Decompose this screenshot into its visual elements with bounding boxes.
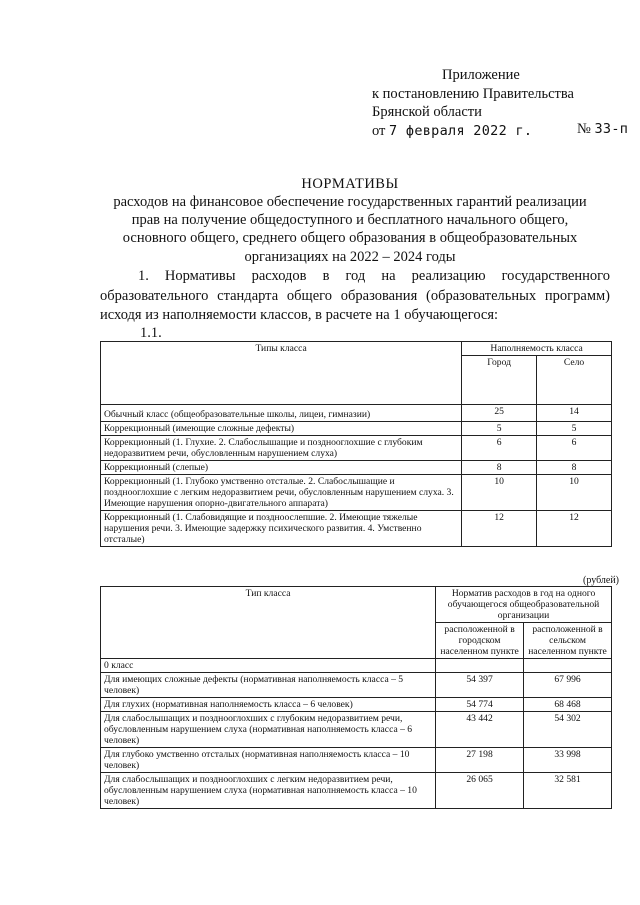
subtitle-line: основного общего, среднего общего образования в общеобразовательных: [122, 230, 578, 247]
city-value: 54 397: [436, 673, 524, 698]
paragraph-text: 1. Нормативы расходов в год на реализацию государственного образовательного стандарта общего образования (образовательных программ) исходя из наполняемости классов, в расчете на 1 обучающегося:: [100, 268, 610, 323]
village-value: 8: [537, 461, 612, 475]
subsection-number: 1.1.: [140, 325, 162, 341]
class-type-cell: Коррекционный (1. Глухие. 2. Слабослышащие и позднооглохшие с глубоким недоразвитием речи, обусловленным нарушением слуха): [101, 436, 462, 461]
appendix-line-2: Брянской области: [372, 104, 482, 120]
appendix-line-1: к постановлению Правительства: [372, 85, 574, 102]
table-row: [101, 461, 612, 475]
city-value: 27 198: [436, 748, 524, 773]
village-value: 68 468: [524, 698, 612, 712]
village-value: 67 996: [524, 673, 612, 698]
header-class-type: Тип класса: [101, 587, 436, 659]
page-title: НОРМАТИВЫ: [301, 176, 399, 192]
date-value: 7 февраля 2022 г.: [389, 122, 533, 139]
village-value: 12: [537, 511, 612, 547]
city-value: 12: [462, 511, 537, 547]
class-type-cell: Коррекционный (1. Слабовидящие и поздноослепшие. 2. Имеющие тяжелые нарушения речи. 3. Имеющие задержку психического развития. 4. Умственно отсталые): [101, 511, 462, 547]
village-value: [524, 659, 612, 673]
village-value: 32 581: [524, 773, 612, 809]
class-type-cell: Коррекционный (1. Глубоко умственно отсталые. 2. Слабослышащие и позднооглохшие с легким недоразвитием речи, обусловленным нарушением слуха. 3. Имеющие нарушения опорно-двигательного аппарата): [101, 475, 462, 511]
table-row: [101, 475, 612, 511]
village-value: 54 302: [524, 712, 612, 748]
table-row: [101, 773, 612, 809]
table-row: [101, 511, 612, 547]
document-number: [577, 120, 628, 139]
table-row: [101, 712, 612, 748]
village-value: 5: [537, 422, 612, 436]
city-value: [436, 659, 524, 673]
appendix-title: Приложение: [442, 67, 520, 83]
city-value: 6: [462, 436, 537, 461]
city-value: 26 065: [436, 773, 524, 809]
header-norm: Норматив расходов в год на одного обучающегося общеобразовательной организации: [436, 587, 612, 623]
city-value: 5: [462, 422, 537, 436]
class-type-cell: Для глухих (нормативная наполняемость класса – 6 человек): [101, 698, 436, 712]
city-value: 43 442: [436, 712, 524, 748]
header-city: расположенной в городском населенном пункте: [436, 623, 524, 659]
table-row: [101, 436, 612, 461]
class-type-cell: Для слабослышащих и позднооглохших с глубоким недоразвитием речи, обусловленным нарушением слуха (нормативная наполняемость класса – 6 человек): [101, 712, 436, 748]
class-type-cell: Для глубоко умственно отсталых (нормативная наполняемость класса – 10 человек): [101, 748, 436, 773]
subtitle-line: расходов на финансовое обеспечение государственных гарантий реализации: [113, 194, 587, 210]
header-class-type: Типы класса: [101, 342, 462, 405]
table-row: [101, 698, 612, 712]
appendix-block: [372, 66, 629, 140]
subtitle-line: прав на получение общедоступного и бесплатного начального общего,: [131, 212, 569, 229]
city-value: 25: [462, 405, 537, 422]
number-value: 33-п: [594, 121, 629, 137]
class-type-cell: Для имеющих сложные дефекты (нормативная наполняемость класса – 5 человек): [101, 673, 436, 698]
class-type-cell: Коррекционный (слепые): [101, 461, 462, 475]
class-type-cell: Для слабослышащих и позднооглохших с легким недоразвитием речи, обусловленным нарушением слуха (нормативная наполняемость класса – 10 человек): [101, 773, 436, 809]
cost-norm-table: [100, 586, 612, 809]
header-village: расположенной в сельском населенном пункте: [524, 623, 612, 659]
table-row: [101, 405, 612, 422]
class-fill-table: [100, 341, 612, 547]
header-village: Село: [537, 356, 612, 405]
village-value: 33 998: [524, 748, 612, 773]
page-subtitle: [70, 193, 630, 266]
table-row: [101, 748, 612, 773]
city-value: 54 774: [436, 698, 524, 712]
table-row: [101, 673, 612, 698]
date-prefix: от: [372, 122, 386, 139]
units-label: (рублей): [583, 575, 620, 586]
class-type-cell: Коррекционный (имеющие сложные дефекты): [101, 422, 462, 436]
subtitle-line: организациях на 2022 – 2024 годы: [244, 248, 456, 265]
village-value: 6: [537, 436, 612, 461]
table-row: [101, 659, 612, 673]
village-value: 14: [537, 405, 612, 422]
class-type-cell: Обычный класс (общеобразовательные школы, лицеи, гимназии): [101, 405, 462, 422]
section-paragraph: [100, 267, 610, 326]
number-prefix: №: [577, 121, 591, 137]
header-fill: Наполняемость класса: [462, 342, 612, 356]
city-value: 8: [462, 461, 537, 475]
table-row: [101, 422, 612, 436]
village-value: 10: [537, 475, 612, 511]
header-city: Город: [462, 356, 537, 405]
appendix-date-line: [372, 122, 574, 141]
class-type-cell: 0 класс: [101, 659, 436, 673]
city-value: 10: [462, 475, 537, 511]
